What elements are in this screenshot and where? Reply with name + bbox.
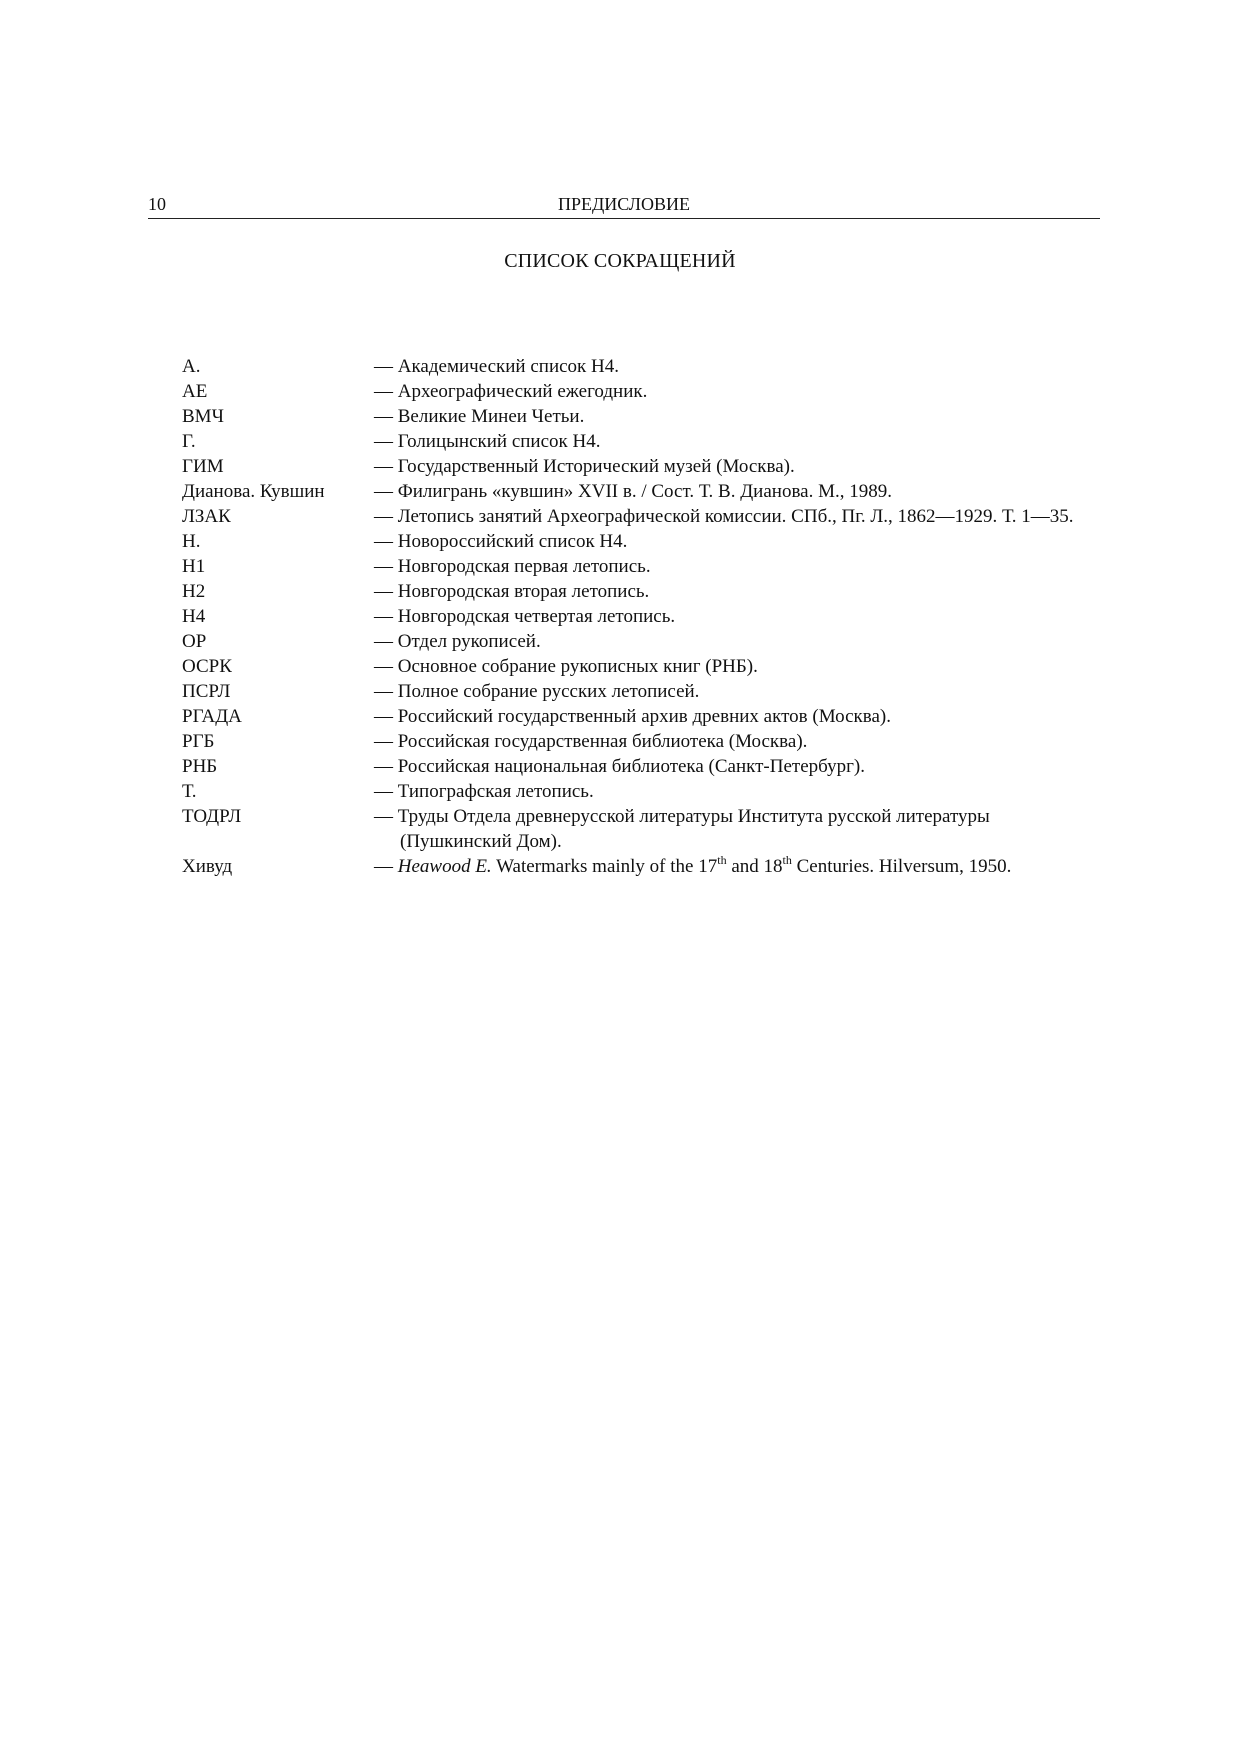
abbreviation-definition: — Летопись занятий Археографической комиссии. СПб., Пг. Л., 1862—1929. Т. 1—35. — [374, 506, 1074, 527]
abbreviation-definition: — Новгородская четвертая летопись. — [374, 606, 676, 627]
abbreviation-term: ВМЧ — [182, 406, 224, 427]
abbreviation-term: ТОДРЛ — [182, 806, 242, 827]
abbreviation-term: ОР — [182, 631, 207, 652]
abbreviation-definition: — Труды Отдела древнерусской литературы Института русской литературы (Пушкинский Дом). — [374, 806, 990, 852]
abbreviation-definition: — Академический список Н4. — [374, 356, 620, 377]
definition-text-2: and 18 — [726, 856, 783, 877]
abbreviation-definition: — Новгородская первая летопись. — [374, 556, 651, 577]
abbreviation-row — [182, 579, 1102, 604]
abbreviation-row — [182, 379, 1102, 404]
abbreviation-definition: — Филигрань «кувшин» XVII в. / Сост. Т. В. Дианова. М., 1989. — [374, 481, 892, 502]
abbreviation-term: Т. — [182, 781, 197, 802]
abbreviation-term: АЕ — [182, 381, 208, 402]
abbreviation-term: Н2 — [182, 581, 206, 602]
abbreviation-term: Дианова. Кувшин — [182, 481, 325, 502]
definition-dash: — — [374, 856, 398, 877]
abbreviation-row — [182, 629, 1102, 654]
section-title: ПРЕДИСЛОВИЕ — [557, 194, 691, 214]
abbreviation-term: РГБ — [182, 731, 215, 752]
abbreviation-row — [182, 604, 1102, 629]
abbreviation-definition: — Типографская летопись. — [374, 781, 594, 802]
abbreviation-term: Г. — [182, 431, 196, 452]
abbreviation-definition: — Полное собрание русских летописей. — [374, 681, 700, 702]
running-head — [148, 194, 1100, 219]
abbreviation-row — [182, 704, 1102, 729]
abbreviation-row — [182, 529, 1102, 554]
abbreviation-term: А. — [182, 356, 201, 377]
abbreviation-definition: — Российская национальная библиотека (Санкт-Петербург). — [374, 756, 865, 777]
abbreviation-definition: — Новороссийский список Н4. — [374, 531, 628, 552]
abbreviation-definition: — Археографический ежегодник. — [374, 381, 648, 402]
abbreviation-definition: — Государственный Исторический музей (Москва). — [374, 456, 795, 477]
abbreviation-term: ПСРЛ — [182, 681, 231, 702]
abbreviation-term: ГИМ — [182, 456, 224, 477]
abbreviation-row — [182, 654, 1102, 679]
definition-text-3: Centuries. Hilversum, 1950. — [791, 856, 1012, 877]
abbreviation-row — [182, 354, 1102, 379]
abbreviation-term: РНБ — [182, 756, 218, 777]
abbreviation-term: Н1 — [182, 556, 206, 577]
abbreviation-row-last — [182, 854, 1102, 879]
abbreviation-term: Н4 — [182, 606, 206, 627]
abbreviation-term: ОСРК — [182, 656, 232, 677]
abbreviation-term: Хивуд — [182, 856, 233, 877]
abbreviation-term: Н. — [182, 531, 201, 552]
abbreviation-row — [182, 754, 1102, 779]
abbreviation-definition: — Российская государственная библиотека (Москва). — [374, 731, 808, 752]
abbreviation-definition: — Великие Минеи Четьи. — [374, 406, 585, 427]
definition-text-1: Watermarks mainly of the 17 — [491, 856, 718, 877]
abbreviations-list — [182, 354, 1102, 879]
abbreviation-row — [182, 729, 1102, 754]
abbreviation-definition: — Основное собрание рукописных книг (РНБ). — [374, 656, 758, 677]
definition-author: Heawood E. — [397, 856, 492, 877]
abbreviation-term: ЛЗАК — [182, 506, 231, 527]
abbreviation-row — [182, 404, 1102, 429]
abbreviation-row — [182, 429, 1102, 454]
page-number: 10 — [148, 194, 166, 214]
abbreviation-definition: — Голицынский список Н4. — [374, 431, 601, 452]
abbreviation-definition: — Отдел рукописей. — [374, 631, 541, 652]
abbreviation-row — [182, 479, 1102, 504]
abbreviation-definition: — Новгородская вторая летопись. — [374, 581, 650, 602]
definition-sup-1: th — [717, 852, 727, 867]
abbreviation-row — [182, 554, 1102, 579]
abbreviations-title: СПИСОК СОКРАЩЕНИЙ — [504, 250, 736, 272]
abbreviation-row — [182, 679, 1102, 704]
abbreviation-row — [182, 454, 1102, 479]
abbreviation-term: РГАДА — [182, 706, 242, 727]
abbreviation-row — [182, 804, 1102, 854]
abbreviation-row — [182, 779, 1102, 804]
abbreviation-definition: — Российский государственный архив древних актов (Москва). — [374, 706, 891, 727]
definition-sup-2: th — [782, 852, 792, 867]
abbreviation-row — [182, 504, 1102, 529]
abbreviation-definition — [374, 854, 1102, 879]
